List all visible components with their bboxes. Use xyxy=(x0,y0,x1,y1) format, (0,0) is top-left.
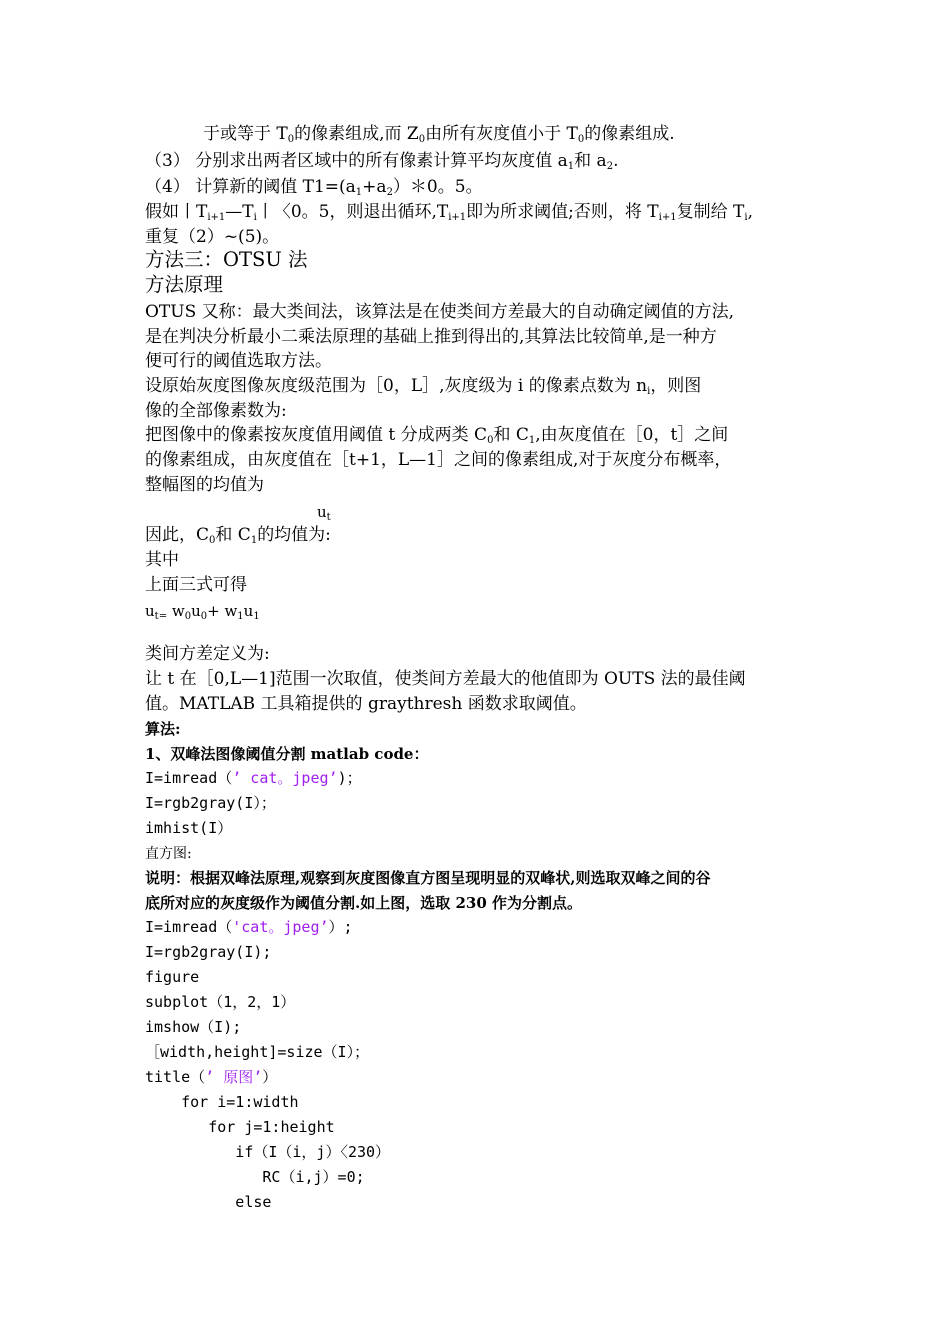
text-line: 便可行的阈值选取方法。 xyxy=(145,351,332,371)
text-segment: 把图像中的像素按灰度值用阈值 t 分成两类 C xyxy=(145,425,488,445)
subscript: 1 xyxy=(567,161,575,172)
subscript: t= xyxy=(154,611,168,622)
text-line xyxy=(145,423,728,447)
figure-caption: 直方图: xyxy=(145,846,192,862)
explanation-line: 底所对应的灰度级作为阈值分割.如上图，选取 230 作为分割点。 xyxy=(145,894,582,912)
code-line: imshow（I); xyxy=(145,1018,242,1036)
text-segment: 复制给 T xyxy=(676,202,745,222)
text-line: 值。MATLAB 工具箱提供的 graythresh 函数求取阈值。 xyxy=(145,694,587,714)
subscript: 2 xyxy=(386,187,393,198)
text-segment: 设原始灰度图像灰度级范围为［0，L］,灰度级为 i 的像素点数为 n xyxy=(145,376,648,396)
code-string: ’ 原图’ xyxy=(205,1068,263,1086)
subscript: i+1 xyxy=(207,212,226,223)
code-string: ’ cat。jpeg’ xyxy=(232,769,338,787)
text-line xyxy=(145,175,483,199)
code-line: figure xyxy=(145,968,200,986)
text-segment: + w xyxy=(207,602,238,620)
text-line xyxy=(145,374,701,398)
subscript: 2 xyxy=(606,161,614,172)
subscript: t xyxy=(326,512,331,523)
subscript: i xyxy=(647,386,651,397)
subscript: 1 xyxy=(355,187,363,198)
text-segment: 因此，C xyxy=(145,525,210,545)
subscript: 0 xyxy=(200,611,208,622)
text-segment: 的像素组成,而 Z xyxy=(294,124,419,144)
text-segment: （4） 计算新的阈值 T1=(a xyxy=(145,177,356,197)
code-line: I=rgb2gray(I）； xyxy=(145,794,276,812)
text-segment: 丨〈0。5，则退出循环,T xyxy=(256,202,449,222)
text-line: 像的全部像素数为: xyxy=(145,401,287,421)
code-string: 'cat。jpeg’ xyxy=(232,918,329,936)
text-line xyxy=(145,149,618,173)
code-segment: I=imread（ xyxy=(145,769,233,787)
section-heading: 方法原理 xyxy=(145,273,224,296)
text-line xyxy=(145,523,331,547)
code-segment: I=imread（ xyxy=(145,918,233,936)
subscript: i+1 xyxy=(448,212,467,223)
text-segment: 由所有灰度值小于 T xyxy=(425,124,578,144)
text-segment: ,由灰度值在［0，t］之间 xyxy=(535,425,729,445)
code-segment: title（ xyxy=(145,1068,206,1086)
subscript: 0 xyxy=(577,134,585,145)
subscript: 1 xyxy=(237,611,244,622)
subscript: 1 xyxy=(253,611,260,622)
text-segment: u xyxy=(145,602,155,620)
code-segment: ） xyxy=(262,1068,278,1086)
text-line: 整幅图的均值为 xyxy=(145,475,264,495)
text-line: 是在判决分析最小二乘法原理的基础上推到得出的,其算法比较简单,是一种方 xyxy=(145,327,717,347)
formula-line xyxy=(145,599,260,623)
text-segment: ）＊0。5。 xyxy=(392,177,483,197)
code-line: RC（i,j）=0; xyxy=(145,1168,365,1186)
formula-label xyxy=(317,500,331,524)
code-line: subplot（1，2，1） xyxy=(145,993,296,1011)
code-segment: )； xyxy=(337,769,362,787)
text-line xyxy=(145,122,675,146)
text-segment: 的像素组成. xyxy=(584,124,675,144)
algorithm-heading: 算法: xyxy=(145,720,181,738)
subscript: 0 xyxy=(184,611,192,622)
text-line: 上面三式可得 xyxy=(145,575,247,595)
text-segment: 和 C xyxy=(215,525,251,545)
text-line: 其中 xyxy=(145,550,179,570)
code-line: else xyxy=(145,1193,272,1211)
code-line: if（I（i，j）〈230） xyxy=(145,1143,391,1161)
algorithm-subheading: 1、双峰法图像阈值分割 matlab code： xyxy=(145,745,429,763)
text-line: 让 t 在［0,L—1]范围一次取值，使类间方差最大的他值即为 OUTS 法的最佳阈 xyxy=(145,669,746,689)
text-line: 的像素组成，由灰度值在［t+1，L—1］之间的像素组成,对于灰度分布概率， xyxy=(145,450,732,470)
subscript: 0 xyxy=(418,134,426,145)
text-segment: 即为所求阈值;否则，将 T xyxy=(466,202,659,222)
text-segment: 假如丨T xyxy=(145,202,208,222)
code-line xyxy=(145,915,353,939)
text-segment: u xyxy=(317,503,327,521)
text-segment: w xyxy=(167,602,185,620)
code-line: ［width,height]=size（I）； xyxy=(145,1043,370,1061)
text-segment: 和 a xyxy=(574,151,607,171)
text-line: OTUS 又称：最大类间法，该算法是在使类间方差最大的自动确定阈值的方法, xyxy=(145,302,735,322)
subscript: 0 xyxy=(209,535,216,546)
text-segment: —T xyxy=(225,202,254,222)
section-heading: 方法三：OTSU 法 xyxy=(145,248,308,271)
code-segment: ）; xyxy=(328,918,353,936)
text-segment: u xyxy=(243,602,254,620)
code-line: for i=1:width xyxy=(145,1093,299,1111)
explanation-line: 说明：根据双峰法原理,观察到灰度图像直方图呈现明显的双峰状,则选取双峰之间的谷 xyxy=(145,869,711,887)
text-line: 类间方差定义为: xyxy=(145,644,270,664)
text-segment: 和 C xyxy=(493,425,529,445)
code-line: I=rgb2gray(I); xyxy=(145,943,272,961)
subscript: 1 xyxy=(528,435,536,446)
text-segment: +a xyxy=(362,177,387,197)
text-line xyxy=(145,200,753,224)
subscript: i xyxy=(744,212,748,223)
code-line xyxy=(145,766,362,790)
subscript: 0 xyxy=(487,435,494,446)
subscript: 1 xyxy=(250,535,258,546)
text-segment: （3） 分别求出两者区域中的所有像素计算平均灰度值 a xyxy=(145,151,568,171)
text-segment: 于或等于 T xyxy=(203,124,288,144)
code-line xyxy=(145,1065,277,1089)
text-line: 重复（2）~(5)。 xyxy=(145,227,280,247)
code-line: imhist(I） xyxy=(145,819,233,837)
text-segment: , xyxy=(747,202,753,222)
text-segment: 的均值为: xyxy=(257,525,331,545)
subscript: i xyxy=(253,212,257,223)
code-line: for j=1:height xyxy=(145,1118,335,1136)
text-segment: ，则图 xyxy=(650,376,702,396)
subscript: i+1 xyxy=(658,212,677,223)
text-segment: u xyxy=(191,602,201,620)
text-segment: . xyxy=(613,151,619,171)
subscript: 0 xyxy=(287,134,295,145)
